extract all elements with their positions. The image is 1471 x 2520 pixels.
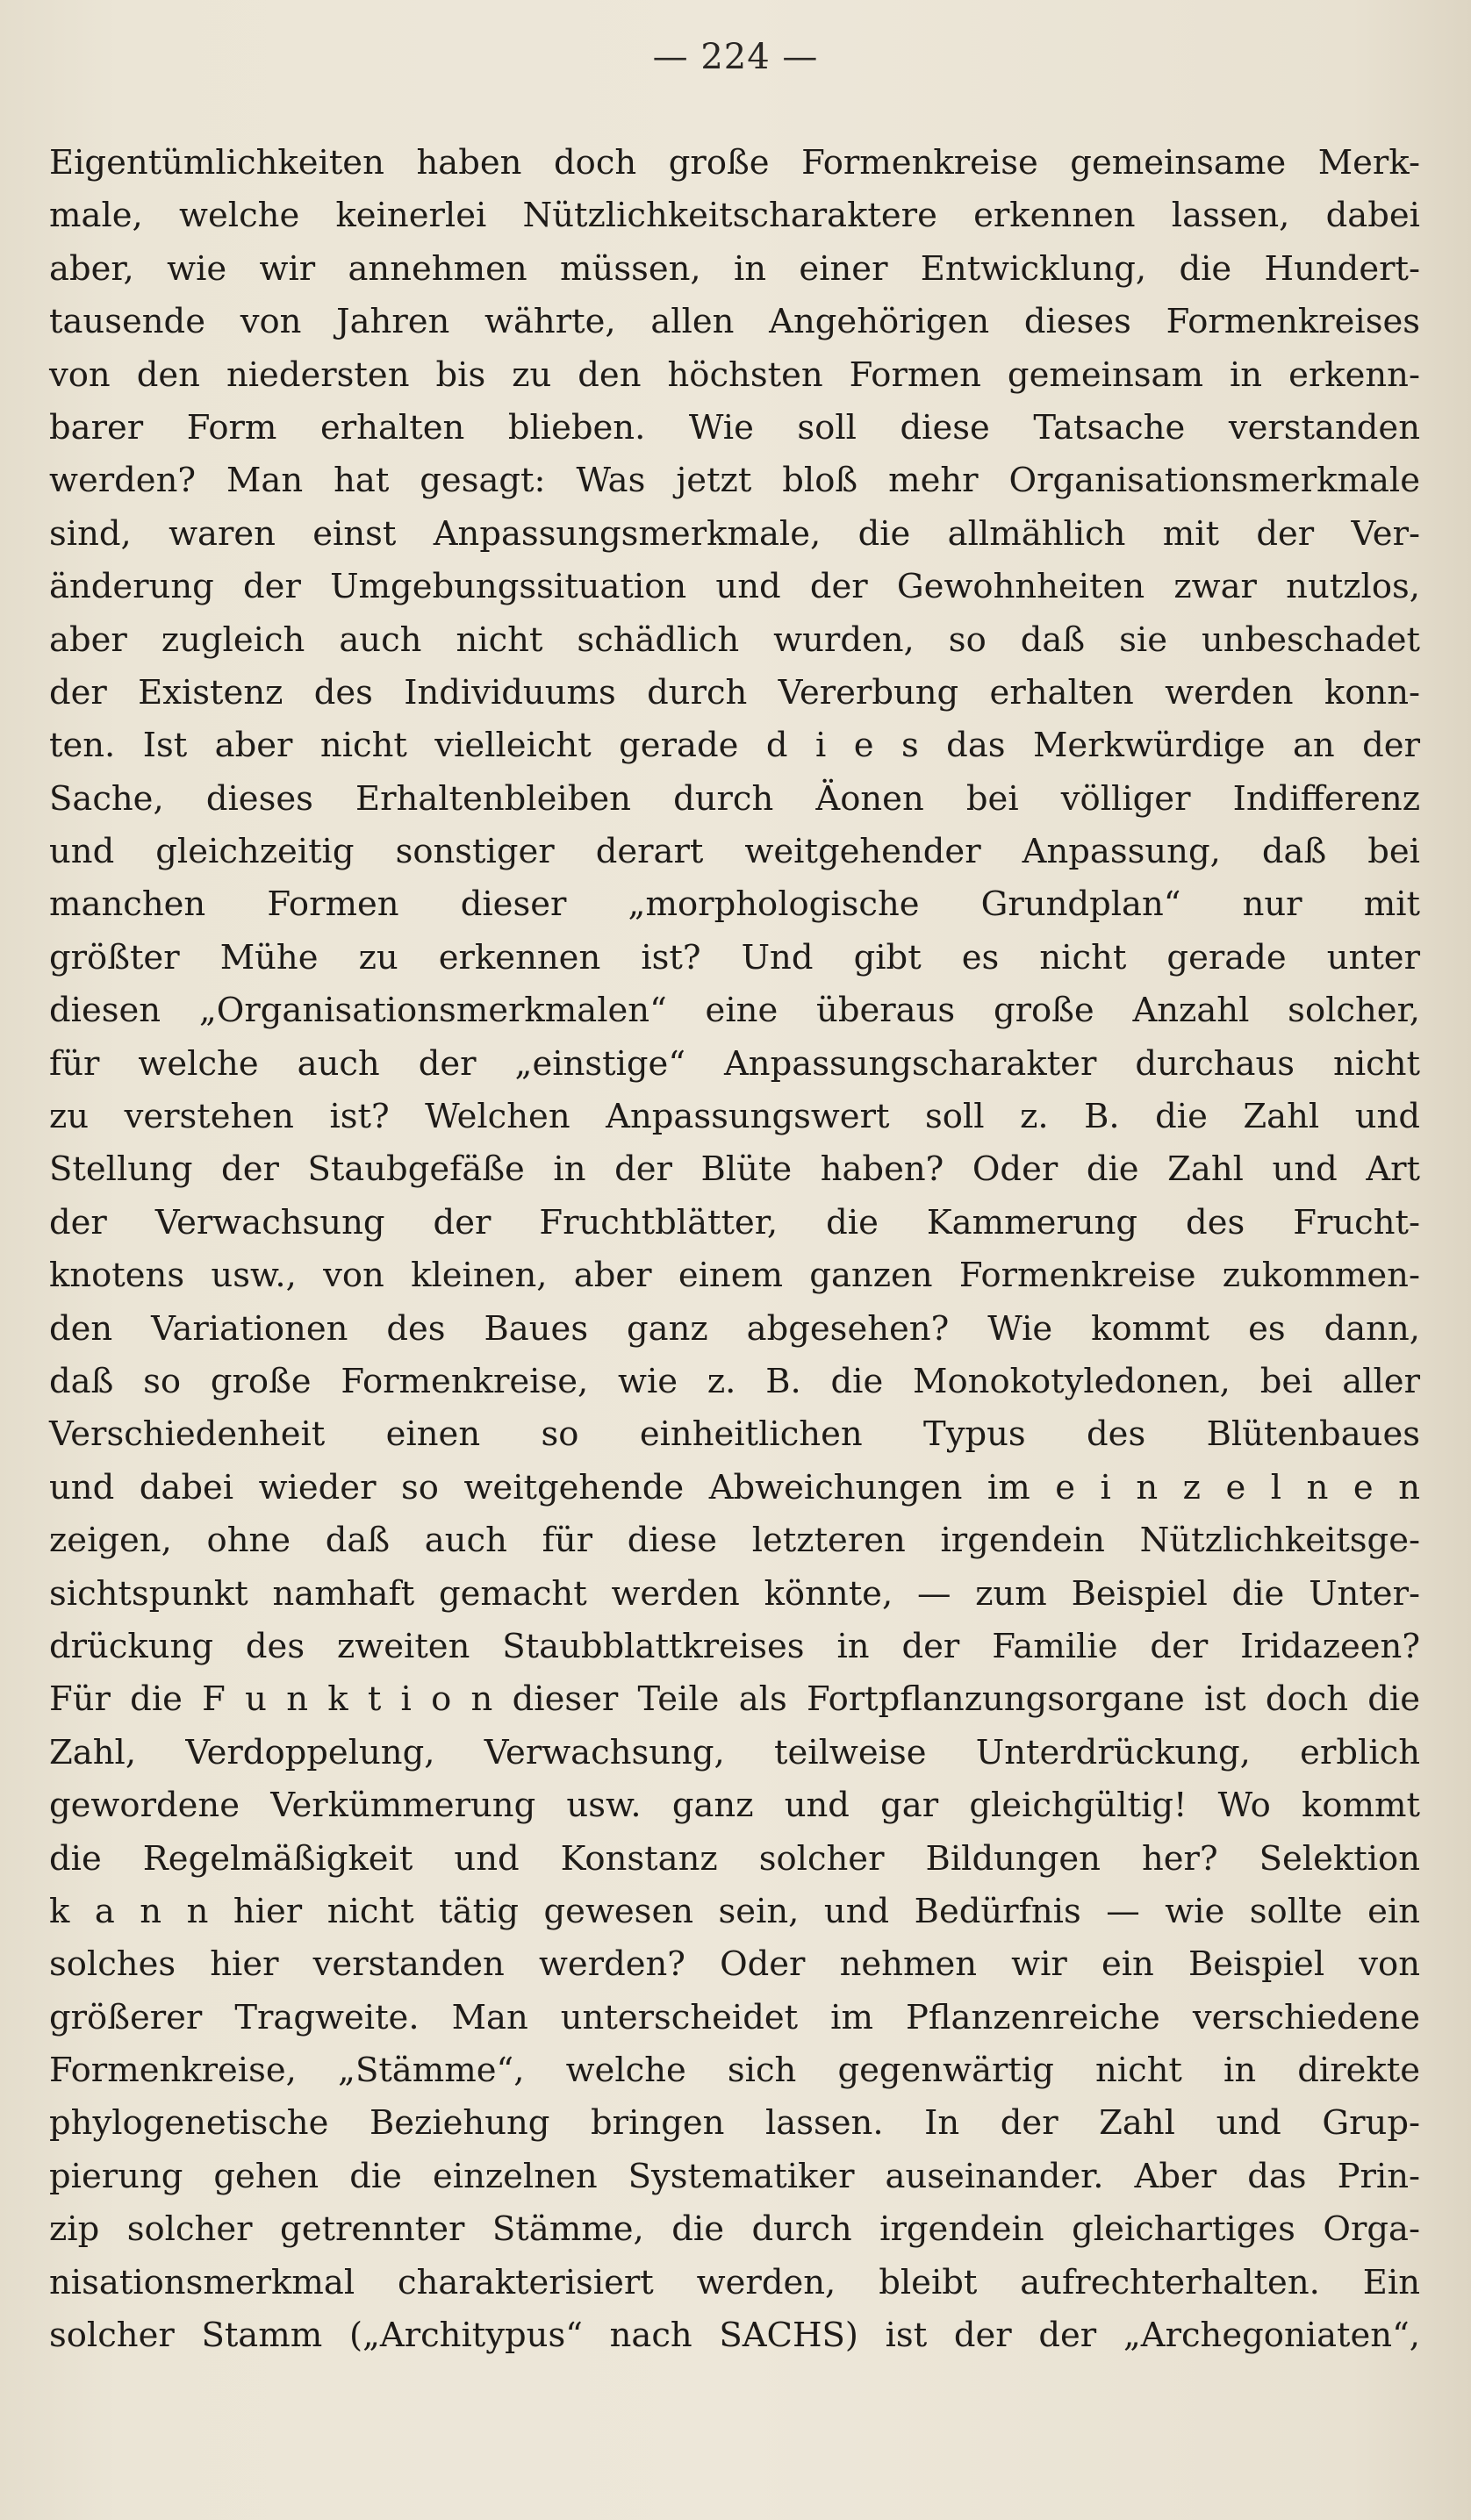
text-line: gewordene Verkümmerung usw. ganz und gar gleichgültig! Wo kommt	[49, 1786, 1420, 1826]
text-line: solcher Stamm („Architypus“ nach SACHS) ist der der „Archegoniaten“,	[49, 2316, 1420, 2356]
text-line: sichtspunkt namhaft gemacht werden könnte, — zum Beispiel die Unter-	[49, 1573, 1420, 1614]
text-line: größter Mühe zu erkennen ist? Und gibt es nicht gerade unter	[49, 937, 1420, 977]
text-line: ten. Ist aber nicht vielleicht gerade d i e s das Merkwürdige an der	[49, 726, 1420, 766]
text-line: nisationsmerkmal charakterisiert werden, bleibt aufrechterhalten. Ein	[49, 2262, 1420, 2302]
text-line: Verschiedenheit einen so einheitlichen Typus des Blütenbaues	[49, 1414, 1420, 1455]
text-line: werden? Man hat gesagt: Was jetzt bloß mehr Organisationsmerkmale	[49, 461, 1420, 501]
text-line: sind, waren einst Anpassungsmerkmale, die allmählich mit der Ver-	[49, 513, 1420, 554]
text-line: und gleichzeitig sonstiger derart weitgehender Anpassung, daß bei	[49, 832, 1420, 872]
text-line: den Variationen des Baues ganz abgesehen? Wie kommt es dann,	[49, 1308, 1420, 1349]
text-line: Für die F u n k t i o n dieser Teile als Fortpflanzungsorgane ist doch die	[49, 1679, 1420, 1720]
text-line: diesen „Organisationsmerkmalen“ eine überaus große Anzahl solcher,	[49, 991, 1420, 1031]
body-text	[49, 137, 1420, 2362]
text-line: male, welche keinerlei Nützlichkeitscharaktere erkennen lassen, dabei	[49, 196, 1420, 236]
text-line: daß so große Formenkreise, wie z. B. die Monokotyledonen, bei aller	[49, 1361, 1420, 1401]
text-line: tausende von Jahren währte, allen Angehörigen dieses Formenkreises	[49, 302, 1420, 342]
text-line: Stellung der Staubgefäße in der Blüte haben? Oder die Zahl und Art	[49, 1149, 1420, 1190]
text-line: größerer Tragweite. Man unterscheidet im Pflanzenreiche verschiedene	[49, 1997, 1420, 2037]
text-line: Eigentümlichkeiten haben doch große Formenkreise gemeinsame Merk-	[49, 143, 1420, 183]
text-line: zip solcher getrennter Stämme, die durch irgendein gleichartiges Orga-	[49, 2209, 1420, 2250]
text-line: aber zugleich auch nicht schädlich wurden, so daß sie unbeschadet	[49, 619, 1420, 660]
text-line: manchen Formen dieser „morphologische Grundplan“ nur mit	[49, 884, 1420, 925]
text-line: von den niedersten bis zu den höchsten Formen gemeinsam in erkenn-	[49, 354, 1420, 395]
text-line: pierung gehen die einzelnen Systematiker auseinander. Aber das Prin-	[49, 2156, 1420, 2196]
text-line: solches hier verstanden werden? Oder nehmen wir ein Beispiel von	[49, 1944, 1420, 1985]
text-line: änderung der Umgebungssituation und der Gewohnheiten zwar nutzlos,	[49, 567, 1420, 607]
text-line: die Regelmäßigkeit und Konstanz solcher Bildungen her? Selektion	[49, 1838, 1420, 1879]
text-line: der Existenz des Individuums durch Vererbung erhalten werden konn-	[49, 672, 1420, 712]
text-line: k a n n hier nicht tätig gewesen sein, und Bedürfnis — wie sollte ein	[49, 1891, 1420, 1931]
page-number: — 224 —	[652, 37, 819, 77]
text-line: knotens usw., von kleinen, aber einem ganzen Formenkreise zukommen-	[49, 1256, 1420, 1296]
text-line: Zahl, Verdoppelung, Verwachsung, teilweise Unterdrückung, erblich	[49, 1732, 1420, 1772]
text-line: der Verwachsung der Fruchtblätter, die Kammerung des Frucht-	[49, 1202, 1420, 1242]
text-line: Formenkreise, „Stämme“, welche sich gegenwärtig nicht in direkte	[49, 2051, 1420, 2091]
text-line: Sache, dieses Erhaltenbleiben durch Äonen bei völliger Indifferenz	[49, 778, 1420, 819]
text-line: barer Form erhalten blieben. Wie soll diese Tatsache verstanden	[49, 407, 1420, 447]
text-line: aber, wie wir annehmen müssen, in einer Entwicklung, die Hundert-	[49, 248, 1420, 289]
text-line: zeigen, ohne daß auch für diese letzteren irgendein Nützlichkeitsge-	[49, 1521, 1420, 1561]
text-line: phylogenetische Beziehung bringen lassen. In der Zahl und Grup-	[49, 2103, 1420, 2144]
text-line: und dabei wieder so weitgehende Abweichungen im e i n z e l n e n	[49, 1467, 1420, 1507]
text-line: drückung des zweiten Staubblattkreises in der Familie der Iridazeen?	[49, 1626, 1420, 1666]
text-line: für welche auch der „einstige“ Anpassungscharakter durchaus nicht	[49, 1043, 1420, 1084]
text-line: zu verstehen ist? Welchen Anpassungswert soll z. B. die Zahl und	[49, 1097, 1420, 1137]
